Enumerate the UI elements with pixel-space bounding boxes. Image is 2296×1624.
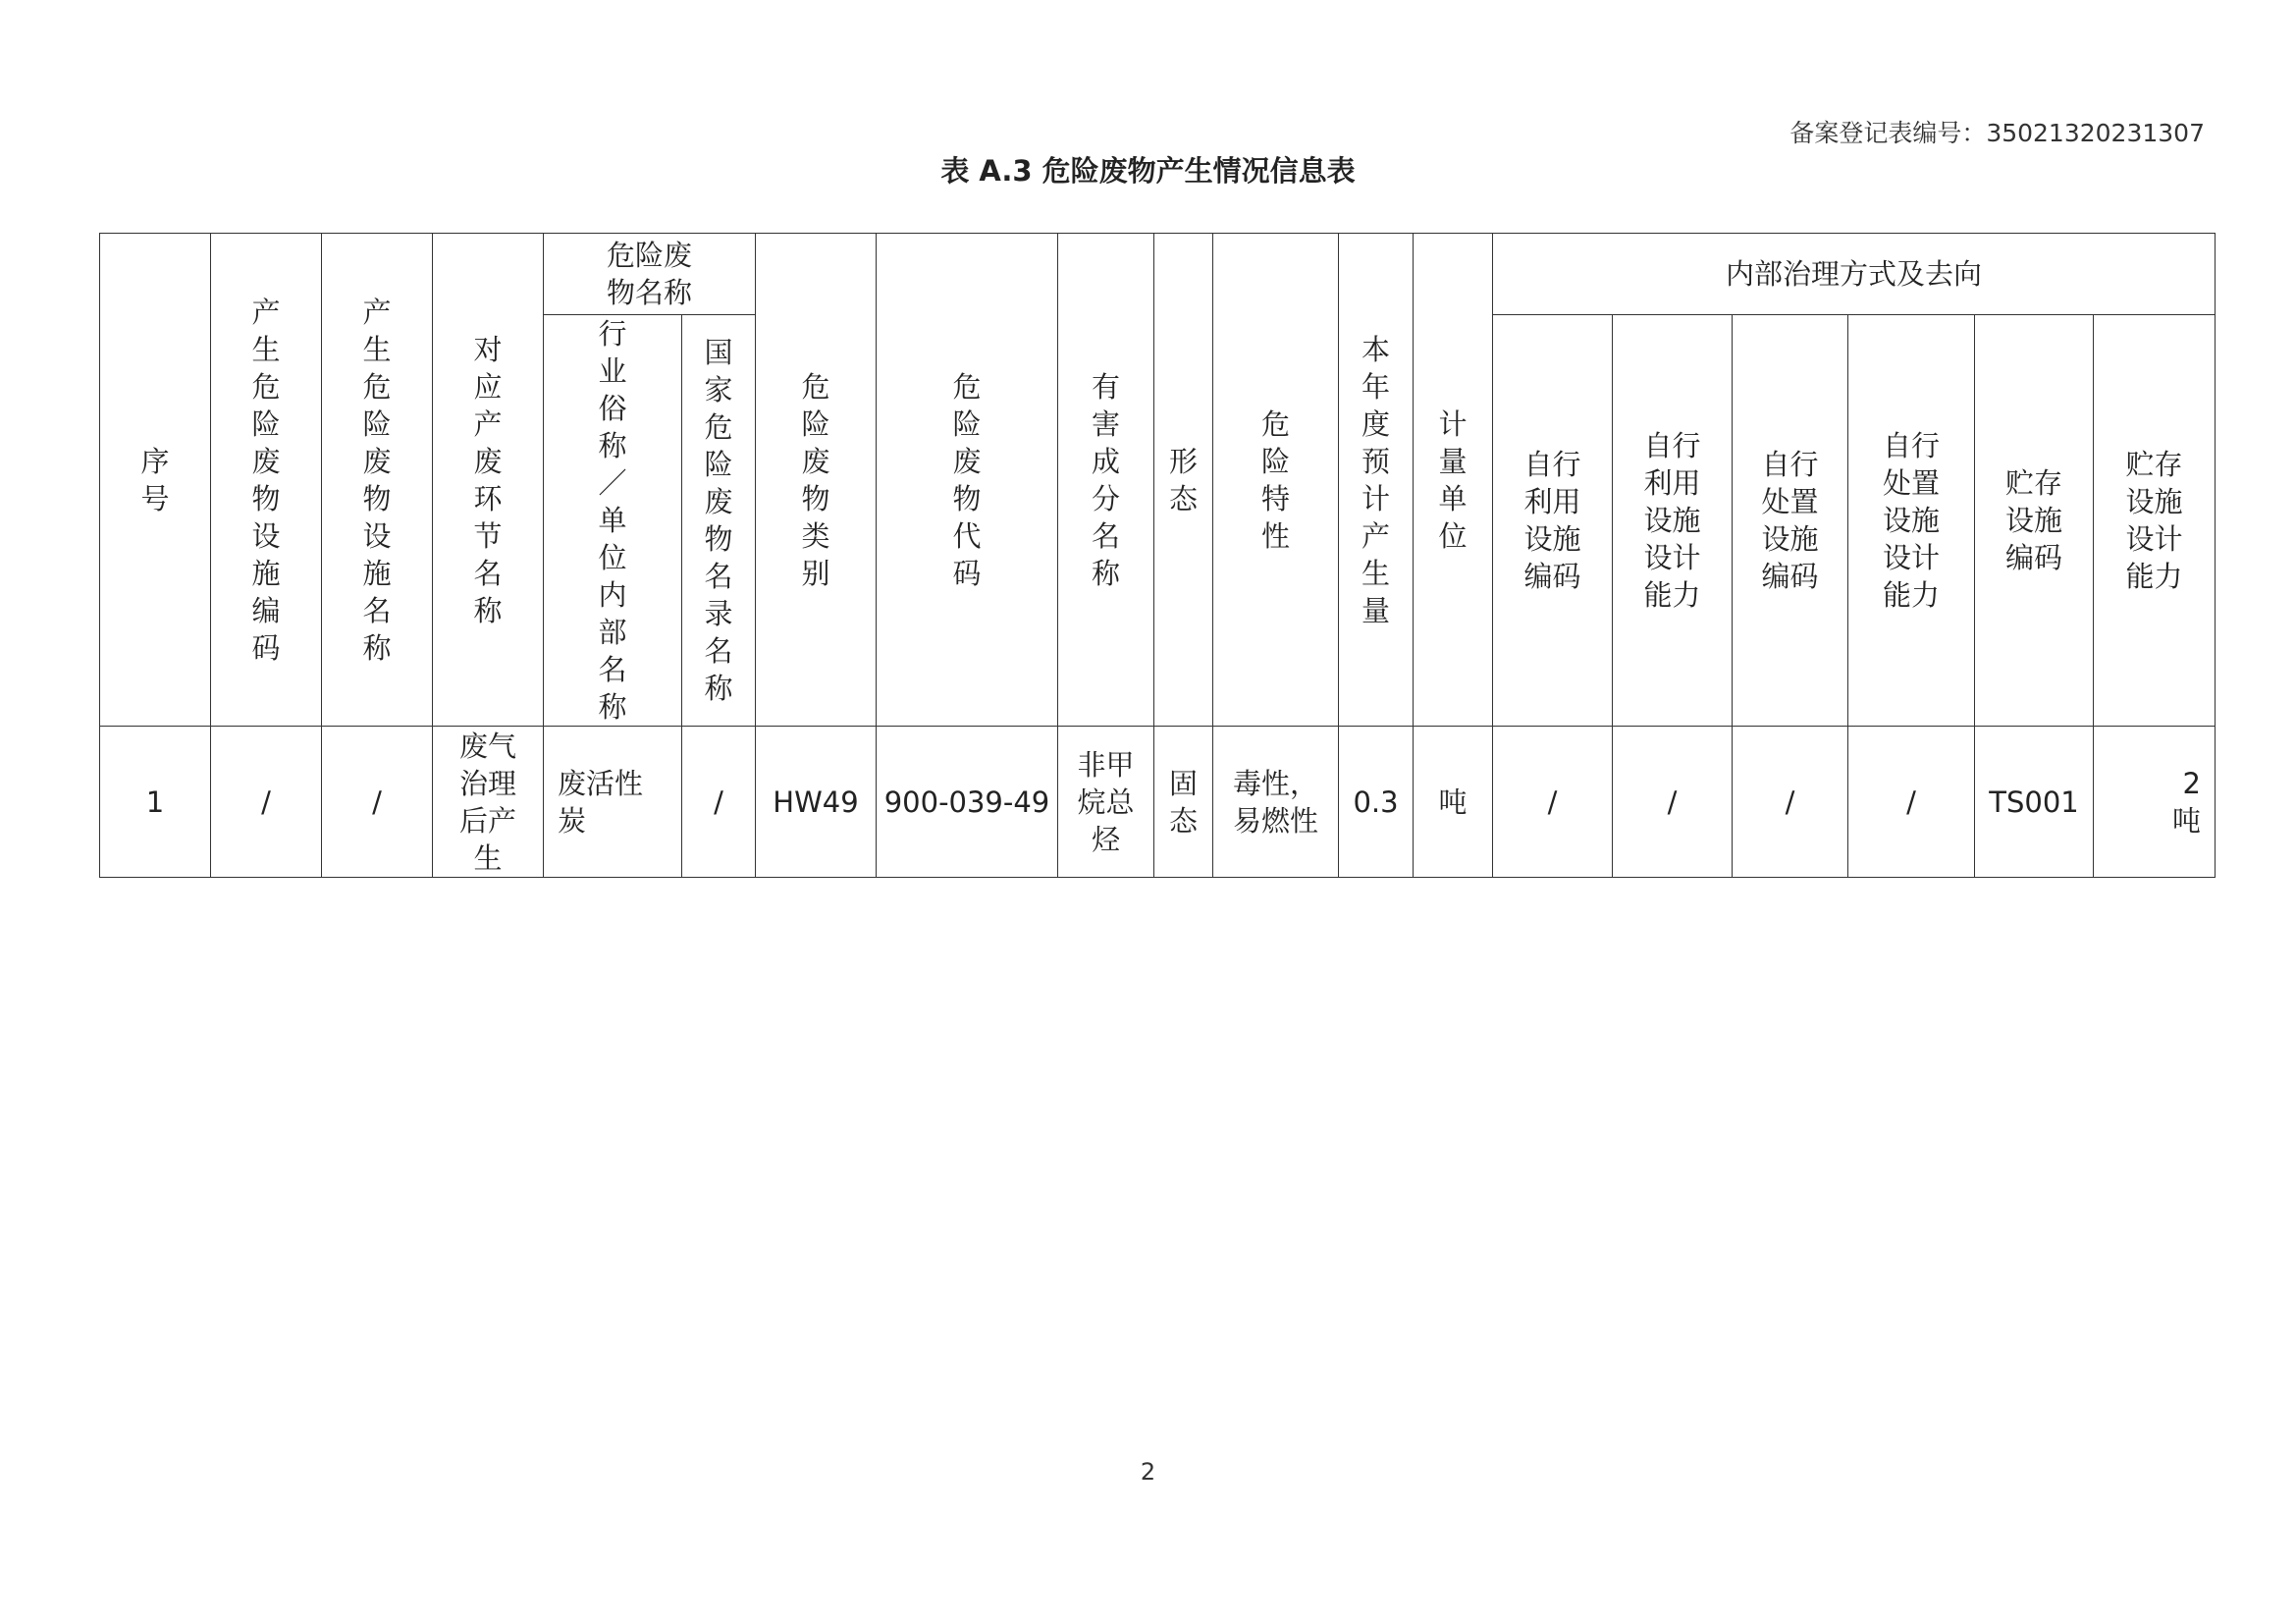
page-number: 2 <box>1140 1458 1156 1486</box>
header-self-use-capacity: 自行利用设施设计能力 <box>1613 315 1733 727</box>
header-self-disposal-code: 自行处置设施编码 <box>1733 315 1848 727</box>
cell-annual-amount: 0.3 <box>1339 727 1414 878</box>
cell-hazard-property: 毒性，易燃性 <box>1213 727 1339 878</box>
table-row <box>100 727 2216 878</box>
header-hazardous-component: 有害成分名称 <box>1058 234 1154 727</box>
header-unit: 计量单位 <box>1414 234 1493 727</box>
cell-form: 固态 <box>1154 727 1213 878</box>
header-hazard-property: 危险特性 <box>1213 234 1339 727</box>
cell-facility-name: / <box>322 727 433 878</box>
header-row-top <box>100 234 2216 315</box>
header-annual-amount: 本年度预计产生量 <box>1339 234 1414 727</box>
table-title: 表 A.3 危险废物产生情况信息表 <box>940 154 1356 188</box>
cell-self-use-code: / <box>1493 727 1613 878</box>
cell-self-disposal-code: / <box>1733 727 1848 878</box>
header-self-use-code: 自行利用设施编码 <box>1493 315 1613 727</box>
header-code: 危险废物代码 <box>877 234 1058 727</box>
cell-seq: 1 <box>100 727 211 878</box>
header-national-name: 国家危险废物名录名称 <box>682 315 756 727</box>
cell-self-use-capacity: / <box>1613 727 1733 878</box>
cell-facility-code: / <box>211 727 322 878</box>
cell-common-name: 废活性炭 <box>544 727 682 878</box>
cell-self-disposal-capacity: / <box>1848 727 1975 878</box>
cell-hazardous-component: 非甲烷总烃 <box>1058 727 1154 878</box>
header-facility-code: 产生危险废物设施编码 <box>211 234 322 727</box>
cell-process-name: 废气治理后产生 <box>433 727 544 878</box>
header-storage-capacity: 贮存设施设计能力 <box>2094 315 2216 727</box>
header-category: 危险废物类别 <box>756 234 877 727</box>
hazardous-waste-table <box>99 233 2216 878</box>
header-process-name: 对应产废环节名称 <box>433 234 544 727</box>
header-self-disposal-capacity: 自行处置设施设计能力 <box>1848 315 1975 727</box>
header-facility-name: 产生危险废物设施名称 <box>322 234 433 727</box>
header-waste-name-group: 危险废物名称 <box>544 234 756 315</box>
cell-national-name: / <box>682 727 756 878</box>
header-seq: 序号 <box>100 234 211 727</box>
cell-code: 900-039-49 <box>877 727 1058 878</box>
cell-category: HW49 <box>756 727 877 878</box>
registration-number: 备案登记表编号：35021320231307 <box>1789 119 2205 147</box>
cell-storage-capacity: 2 吨 <box>2094 727 2216 878</box>
header-treatment-group: 内部治理方式及去向 <box>1493 234 2216 315</box>
cell-unit: 吨 <box>1414 727 1493 878</box>
header-common-name: 行业俗称／单位内部名称 <box>544 315 682 727</box>
cell-storage-code: TS001 <box>1975 727 2094 878</box>
header-form: 形态 <box>1154 234 1213 727</box>
header-storage-code: 贮存设施编码 <box>1975 315 2094 727</box>
